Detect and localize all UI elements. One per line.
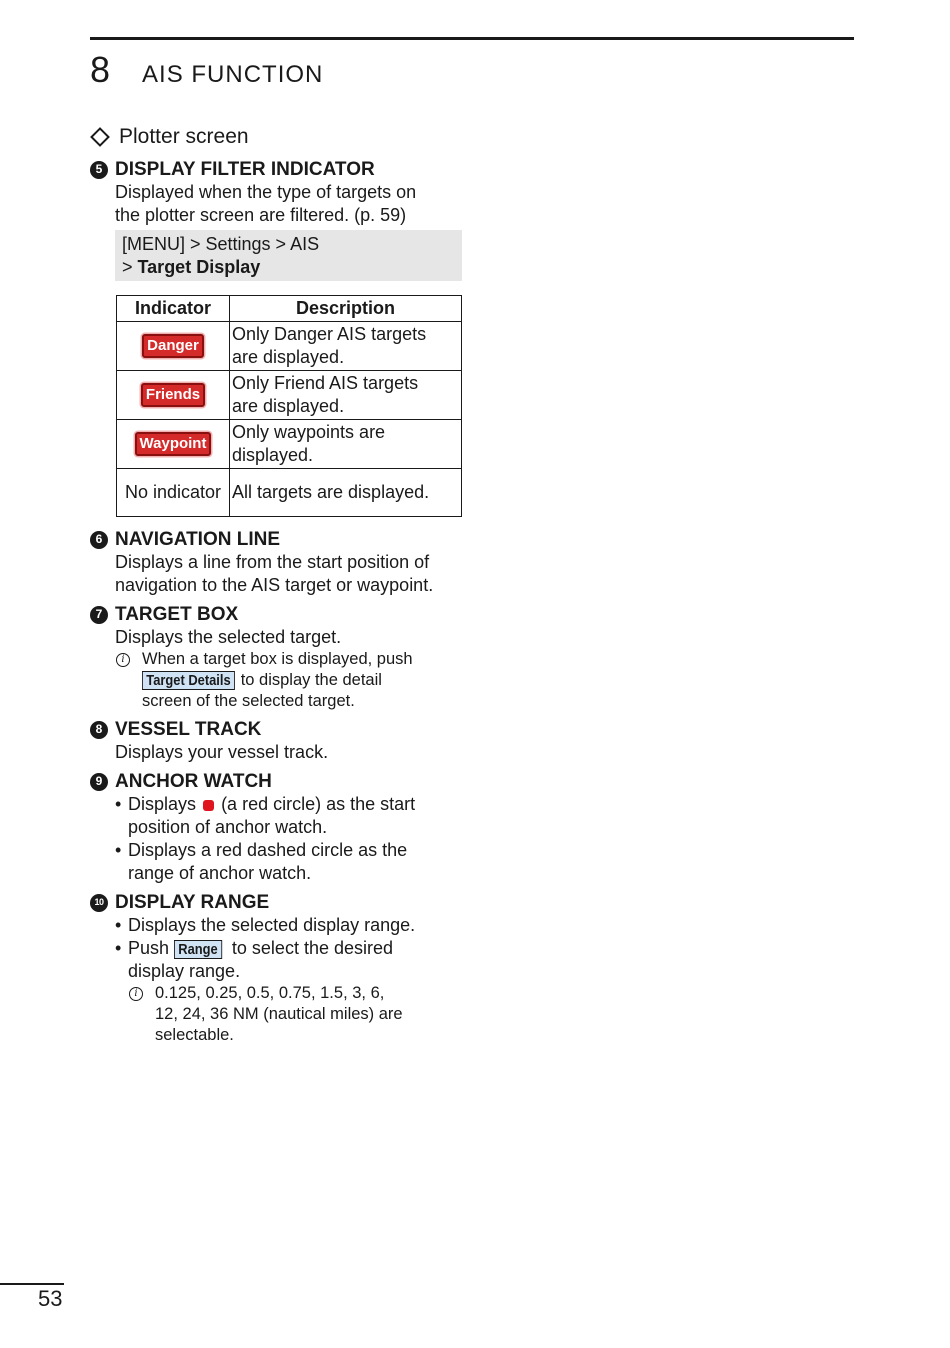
- item-heading-vessel-track: [90, 718, 462, 741]
- bullet-icon: •: [115, 938, 122, 958]
- bullet-text: to select the desired: [231, 938, 394, 958]
- item-title: TARGET BOX: [115, 604, 239, 625]
- item-heading-anchor-watch: [90, 770, 462, 793]
- description-cell: [230, 322, 462, 371]
- bullet-line: Displays the selected display range.: [128, 915, 416, 935]
- note-line: 0.125, 0.25, 0.5, 0.75, 1.5, 3, 6,: [155, 984, 385, 1002]
- target-details-key: Target Details: [142, 671, 235, 690]
- footer-rule: [0, 1283, 64, 1285]
- filter-indicator-table: [116, 295, 462, 517]
- item-text: [115, 181, 462, 227]
- bullet-text: Displays: [128, 794, 197, 814]
- text-line: the plotter screen are filtered. (p. 59): [115, 205, 407, 225]
- bullet-line: Displays a red dashed circle as the: [128, 840, 408, 860]
- menu-path-line: [122, 256, 455, 279]
- description-cell: [230, 420, 462, 469]
- bullet-item: [115, 839, 462, 885]
- indicator-cell: [117, 420, 230, 469]
- bullet-line: position of anchor watch.: [128, 817, 328, 837]
- content-column: [90, 122, 462, 1046]
- item-heading-navigation-line: [90, 528, 462, 551]
- number-10-icon: 10: [90, 894, 108, 912]
- item-heading-display-range: [90, 891, 462, 914]
- table-row: [117, 420, 462, 469]
- text-line: navigation to the AIS target or waypoint.: [115, 575, 434, 595]
- red-circle-icon: [203, 800, 214, 811]
- top-rule: [90, 37, 854, 40]
- note-text: to display the detail: [240, 671, 382, 689]
- note-line: [142, 670, 413, 691]
- item-title: DISPLAY FILTER INDICATOR: [115, 159, 375, 180]
- chapter-title: AIS FUNCTION: [142, 61, 324, 88]
- menu-path: [115, 230, 462, 281]
- indicator-cell: [117, 322, 230, 371]
- item-heading-display-filter: [90, 158, 462, 181]
- bullet-item: [115, 914, 462, 937]
- item-text: [115, 551, 462, 597]
- desc-line: are displayed.: [232, 347, 345, 367]
- bullet-icon: •: [115, 840, 122, 860]
- range-key: Range: [174, 940, 222, 959]
- bullet-line: range of anchor watch.: [128, 863, 312, 883]
- number-6-icon: 6: [90, 531, 108, 549]
- bullet-text: Push: [128, 938, 170, 958]
- section-heading: [90, 122, 462, 152]
- bullet-text: (a red circle) as the start: [221, 794, 416, 814]
- number-8-icon: 8: [90, 721, 108, 739]
- number-9-icon: 9: [90, 773, 108, 791]
- bullet-item: [115, 793, 462, 839]
- info-icon: i: [116, 653, 130, 667]
- diamond-icon: [90, 127, 110, 147]
- item-title: VESSEL TRACK: [115, 719, 262, 740]
- desc-line: Only waypoints are: [232, 422, 386, 442]
- desc-line: are displayed.: [232, 396, 345, 416]
- info-note: [115, 649, 462, 712]
- page-number: 53: [38, 1286, 63, 1311]
- friends-badge: Friends: [141, 383, 205, 407]
- number-5-icon: 5: [90, 161, 108, 179]
- item-title: ANCHOR WATCH: [115, 771, 272, 792]
- item-text: [115, 626, 462, 649]
- bullet-line: [128, 793, 415, 816]
- desc-line: Only Friend AIS targets: [232, 373, 419, 393]
- table-row: [117, 371, 462, 420]
- item-title: NAVIGATION LINE: [115, 529, 281, 550]
- item-heading-target-box: [90, 603, 462, 626]
- indicator-cell: [117, 371, 230, 420]
- note-line: When a target box is displayed, push: [142, 650, 413, 668]
- menu-path-prefix: >: [122, 257, 138, 277]
- desc-line: All targets are displayed.: [232, 482, 430, 502]
- danger-badge: Danger: [142, 334, 204, 358]
- text-line: Displays a line from the start position of: [115, 552, 430, 572]
- bullet-icon: •: [115, 794, 122, 814]
- chapter-number: 8: [90, 49, 111, 90]
- indicator-cell: No indicator: [117, 469, 230, 517]
- text-line: Displays the selected target.: [115, 627, 342, 647]
- menu-path-line: [MENU] > Settings > AIS: [122, 234, 320, 254]
- item-text: [115, 741, 462, 764]
- section-title: Plotter screen: [119, 125, 249, 148]
- table-header: Indicator: [117, 296, 230, 322]
- number-7-icon: 7: [90, 606, 108, 624]
- info-note: [128, 983, 462, 1046]
- bullet-line: display range.: [128, 961, 241, 981]
- bullet-item: [115, 937, 462, 983]
- text-line: Displays your vessel track.: [115, 742, 329, 762]
- desc-line: Only Danger AIS targets: [232, 324, 427, 344]
- description-cell: [230, 469, 462, 517]
- chapter-header: [90, 50, 323, 90]
- table-header: Description: [230, 296, 462, 322]
- bullet-line: [128, 937, 393, 960]
- note-line: screen of the selected target.: [142, 692, 355, 710]
- info-icon: i: [129, 987, 143, 1001]
- table-row: [117, 322, 462, 371]
- note-line: 12, 24, 36 NM (nautical miles) are: [155, 1005, 403, 1023]
- desc-line: displayed.: [232, 445, 314, 465]
- bullet-icon: •: [115, 915, 122, 935]
- menu-path-target: Target Display: [137, 257, 261, 277]
- note-line: selectable.: [155, 1026, 234, 1044]
- table-header-row: [117, 296, 462, 322]
- description-cell: [230, 371, 462, 420]
- item-title: DISPLAY RANGE: [115, 892, 270, 913]
- text-line: Displayed when the type of targets on: [115, 182, 417, 202]
- table-row: [117, 469, 462, 517]
- waypoint-badge: Waypoint: [135, 432, 212, 456]
